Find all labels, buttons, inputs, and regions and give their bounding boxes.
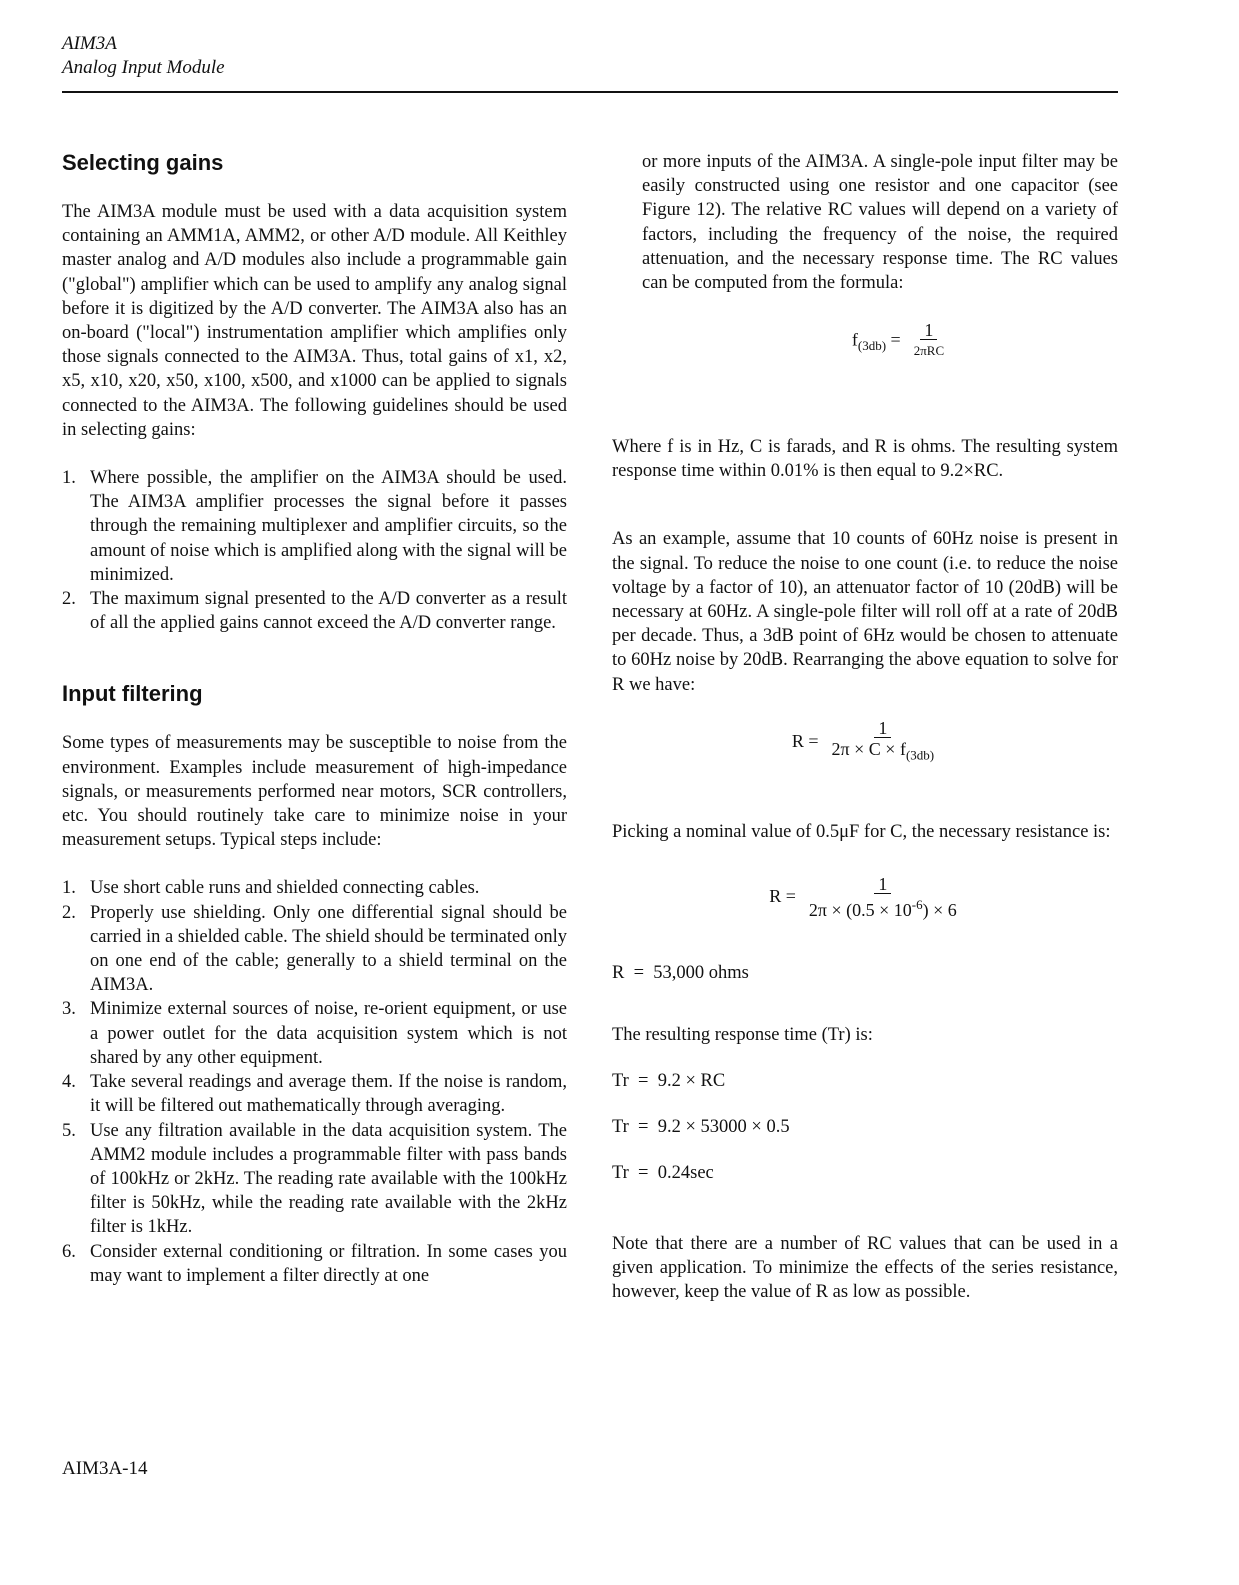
paragraph-filtering: Some types of measurements may be susceptible to noise from the environment. Examples include measurement of high-impedance signals, or measurements performed near motors, SCR controllers, etc. You should routinely take care to minimize noise in your measurement setups. Typical steps include: <box>62 733 567 851</box>
formula-resistance-numeric: R = $\frac{1}{2\pi \times (0.5 \times 10^{-6}) \times 6}$ <box>612 875 1118 921</box>
resistance-result: R = 53,000 ohms <box>612 962 749 983</box>
fraction: $\frac{1}{\text{2πRC}}$ <box>913 320 945 359</box>
header-rule <box>62 91 1118 93</box>
page-number: AIM3A-14 <box>62 1458 148 1479</box>
header-subtitle: Analog Input Module <box>62 57 225 78</box>
paragraph-example: As an example, assume that 10 counts of 60Hz noise is present in the signal. To reduce the noise to one count (i.e. to reduce the noise voltage by a factor of 10), an attenuator factor of 10 (20dB) will be necessary at 60Hz. A single-pole filter will roll off at a rate of 20dB per decade. Thus, a 3dB point of 6Hz would be chosen to attenuate to 60Hz noise by 20dB. Rearranging the above equation to solve for R we have: <box>612 529 1118 695</box>
paragraph-units: Where f is in Hz, C is farads, and R is ohms. The resulting system response time within 0.01% is then equal to 9.2×RC. <box>612 437 1118 482</box>
equation-tr-1: Tr = 9.2 × RC <box>612 1071 726 1092</box>
equation-tr-2: Tr = 9.2 × 53000 × 0.5 <box>612 1117 790 1138</box>
list-item: 6. Consider external conditioning or filtration. In some cases you may want to implement a filter directly at one <box>62 1241 567 1286</box>
paragraph-note: Note that there are a number of RC values that can be used in a given application. To minimize the effects of the series resistance, however, keep the value of R as low as possible. <box>612 1233 1118 1303</box>
list-item: 2. Properly use shielding. Only one differential signal should be carried in a shielded cable. The shield should be terminated only on one end of the cable; generally to a shield terminal on the AIM3A. <box>62 902 567 996</box>
heading-selecting-gains: Selecting gains <box>62 150 224 175</box>
formula-cutoff-frequency: $f_{(3db)}$ = $\frac{1}{\text{2πRC}}$ <box>682 321 1118 362</box>
filtering-steps-list <box>62 876 567 1287</box>
paragraph-nominal-value: Picking a nominal value of 0.5μF for C, the necessary resistance is: <box>612 822 1111 843</box>
heading-input-filtering: Input filtering <box>62 681 203 707</box>
running-header <box>62 32 225 80</box>
list-item: 5. Use any filtration available in the data acquisition system. The AMM2 module includes a programmable filter with pass bands of 100kHz or 2kHz. The reading rate available with the 100kHz filter is 50kHz, while the reading rate available with the 2kHz filter is 1kHz. <box>62 1120 567 1238</box>
list-item: 1. Use short cable runs and shielded connecting cables. <box>62 878 480 899</box>
list-item: 3. Minimize external sources of noise, re-orient equipment, or use a power outlet for the data acquisition system which is not shared by any other equipment. <box>62 999 567 1068</box>
paragraph-gains: The AIM3A module must be used with a data acquisition system containing an AMM1A, AMM2, or other A/D module. All Keithley master analog and A/D modules also include a programmable gain ("global") amplifier which can be used to amplify any analog signal before it is digitized by the A/D converter. The AIM3A also has an on-board ("local") instrumentation amplifier which amplifies only those signals connected to the AIM3A. Thus, total gains of x1, x2, x5, x10, x20, x50, x100, x500, and x1000 can be applied to signals connected to the AIM3A. The following guidelines should be used in selecting gains: <box>62 202 567 440</box>
gains-guidelines-list <box>62 466 567 635</box>
list-item: 2. The maximum signal presented to the A/D converter as a result of all the applied gains cannot exceed the A/D converter range. <box>62 589 567 634</box>
list-item: 4. Take several readings and average them. If the noise is random, it will be filtered out mathematically through averaging. <box>62 1072 567 1117</box>
equation-tr-3: Tr = 0.24sec <box>612 1163 714 1184</box>
left-column <box>62 150 567 1288</box>
right-column-bottom <box>612 435 1118 1304</box>
paragraph-filter-construction: or more inputs of the AIM3A. A single-pole input filter may be easily constructed using one resistor and one capacitor (see Figure 12). The relative RC values will depend on a variety of factors, including the frequency of the noise, the required attenuation, and the necessary response time. The RC values can be computed from the formula: <box>642 152 1118 294</box>
list-item: 1. Where possible, the amplifier on the AIM3A should be used. The AIM3A amplifier processes the signal before it passes through the remaining multiplexer and amplifier circuits, so the amount of noise which is amplified along with the signal will be minimized. <box>62 468 567 585</box>
paragraph-response-time: The resulting response time (Tr) is: <box>612 1024 873 1045</box>
formula-resistance: R = $\frac{1}{2\pi \times C \times f_{(3db)}}$ <box>612 719 1118 767</box>
right-column-top <box>642 150 1118 362</box>
fraction: $\frac{1}{2\pi \times (0.5 \times 10^{-6}) \times 6}$ <box>808 873 957 920</box>
header-title: AIM3A <box>62 33 117 54</box>
fraction: $\frac{1}{2\pi \times C \times f_{(3db)}}$ <box>831 717 935 763</box>
